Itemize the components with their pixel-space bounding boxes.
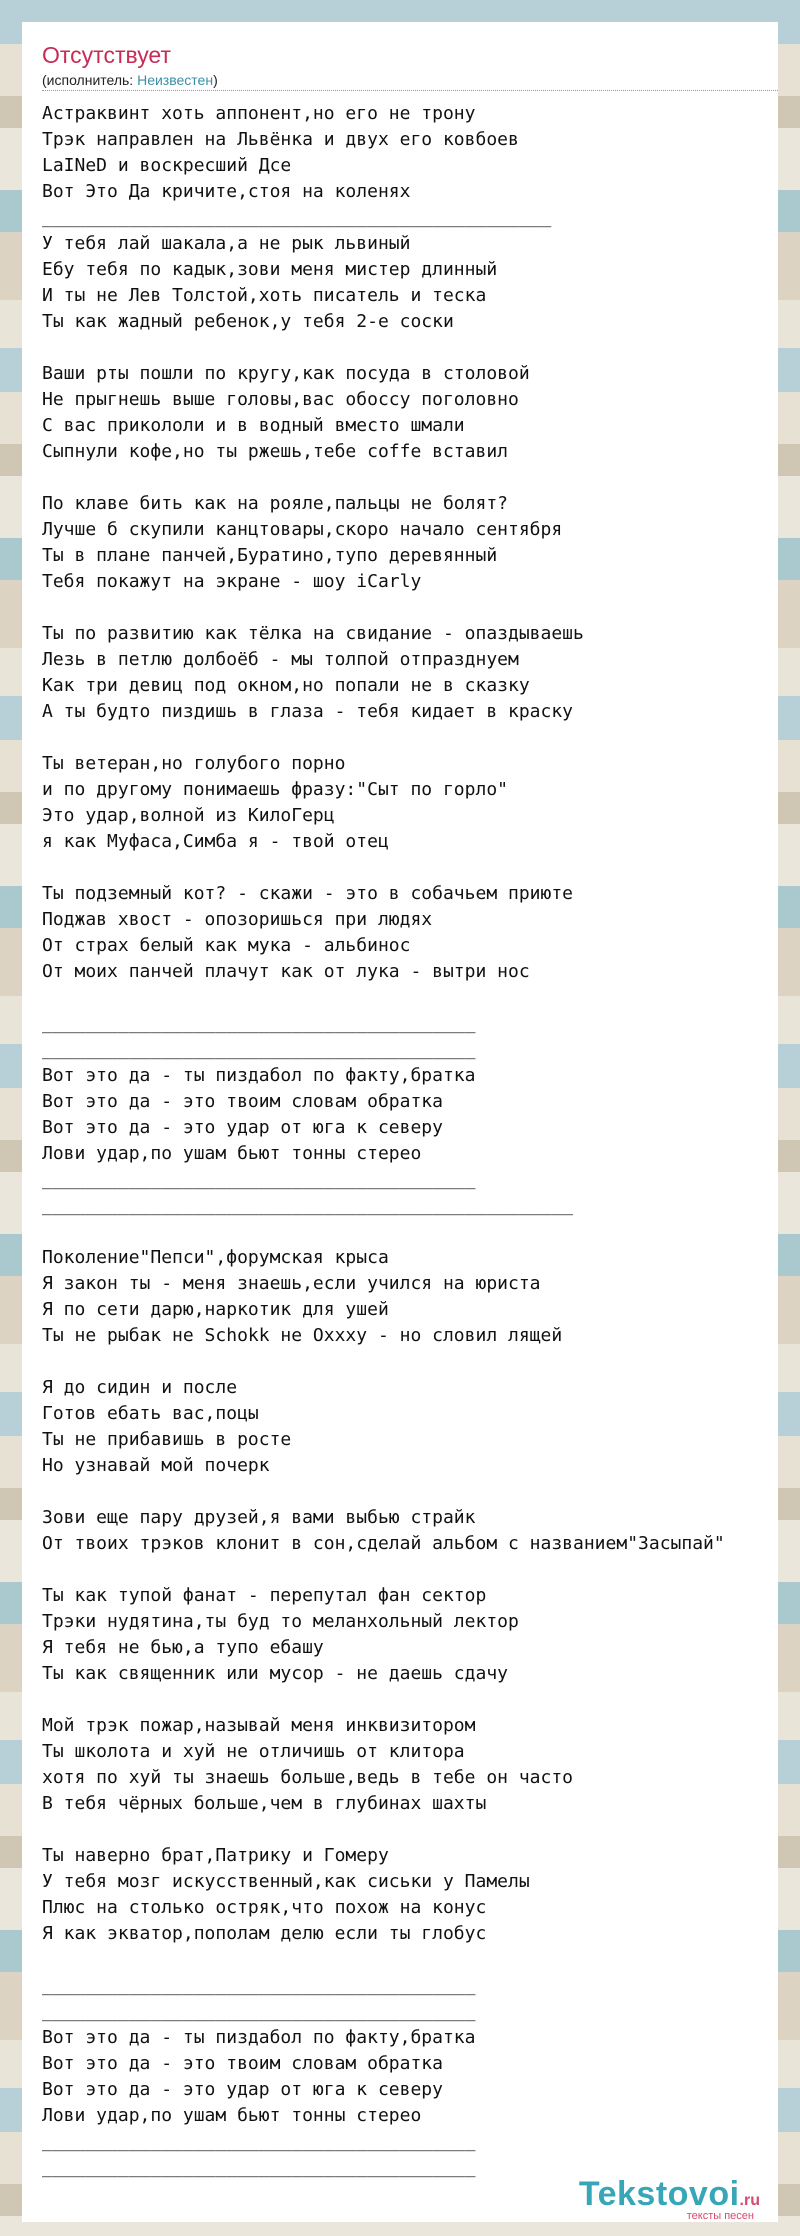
song-title: Отсутствует — [42, 42, 171, 68]
lyrics-text: Астраквинт хоть аппонент,но его не трону Трэк направлен на Львёнка и двух его ковбоев LaINeD и воскресший Дсе Вот Это Да кричите,стоя на коленях _______________________________________________ У тебя лай шакала,а не рык львиный Ебу тебя по кадык,зови меня мистер длинный И ты не Лев Толстой,хоть писатель и теска Ты как жадный ребенок,у тебя 2-е соски Ваши рты пошли по кругу,как посуда в столовой Не прыгнешь выше головы,вас обоссу поголовно С вас прикололи и в водный вместо шмали Сыпнули кофе,но ты ржешь,тебе coffe вставил По клаве бить как на рояле,пальцы не болят? Лучше б скупили канцтовары,скоро начало сентября Ты в плане панчей,Буратино,тупо деревянный Тебя покажут на экране - шоу iCarly Ты по развитию как тёлка на свидание - опаздываешь Лезь в петлю долбоёб - мы толпой отпразднуем Как три девиц под окном,но попали не в сказку А ты будто пиздишь в глаза - тебя кидает в краску Ты ветеран,но голубого порно и по другому понимаешь фразу:"Сыт по горло" Это удар,волной из КилоГерц я как Муфаса,Симба я - твой отец Ты подземный кот? - скажи - это в собачьем приюте Поджав хвост - опозоришься при людях От страх белый как мука - альбинос От моих панчей плачут как от лука - вытри нос ________________________________________ ________________________________________ Вот это да - ты пиздабол по факту,братка Вот это да - это твоим словам обратка Вот это да - это удар от юга к северу Лови удар,по ушам бьют тонны стерео ________________________________________ _________________________________________________ Поколение"Пепси",форумская крыса Я закон ты - меня знаешь,если учился на юриста Я по сети дарю,наркотик для ушей Ты не рыбак не Schokk не Oxxxy - но словил лящей Я до сидин и после Готов ебать вас,поцы Ты не прибавишь в росте Но узнавай мой почерк Зови еще пару друзей,я вами выбью страйк От твоих трэков клонит в сон,сделай альбом с названием"Засыпай" Ты как тупой фанат - перепутал фан сектор Трэки нудятина,ты буд то меланхольный лектор Я тебя не бью,а тупо ебашу Ты как священник или мусор - не даешь сдачу Мой трэк пожар,называй меня инквизитором Ты школота и хуй не отличишь от клитора хотя по хуй ты знаешь больше,ведь в тебе он часто В тебя чёрных больше,чем в глубинах шахты Ты наверно брат,Патрику и Гомеру У тебя мозг искусственный,как сиськи у Памелы Плюс на столько остряк,что похож на конус Я как экватор,пополам делю если ты глобус ________________________________________ ________________________________________ Вот это да - ты пиздабол по факту,братка Вот это да - это твоим словам обратка Вот это да - это удар от юга к северу Лови удар,по ушам бьют тонны стерео ________________________________________ ________________________________________ — [42, 103, 725, 2178]
artist-link[interactable]: Неизвестен — [137, 72, 214, 88]
logo-tagline: тексты песен — [686, 2210, 754, 2222]
artist-prefix: (исполнитель: — [42, 72, 138, 88]
logo-name: Tekstovoi — [578, 2175, 740, 2213]
site-logo[interactable] — [579, 2175, 760, 2222]
artist-line — [42, 72, 218, 88]
lyrics-card — [22, 22, 778, 2222]
artist-suffix: ) — [213, 72, 218, 88]
dotted-divider — [42, 90, 778, 91]
logo-tld: .ru — [739, 2192, 760, 2209]
